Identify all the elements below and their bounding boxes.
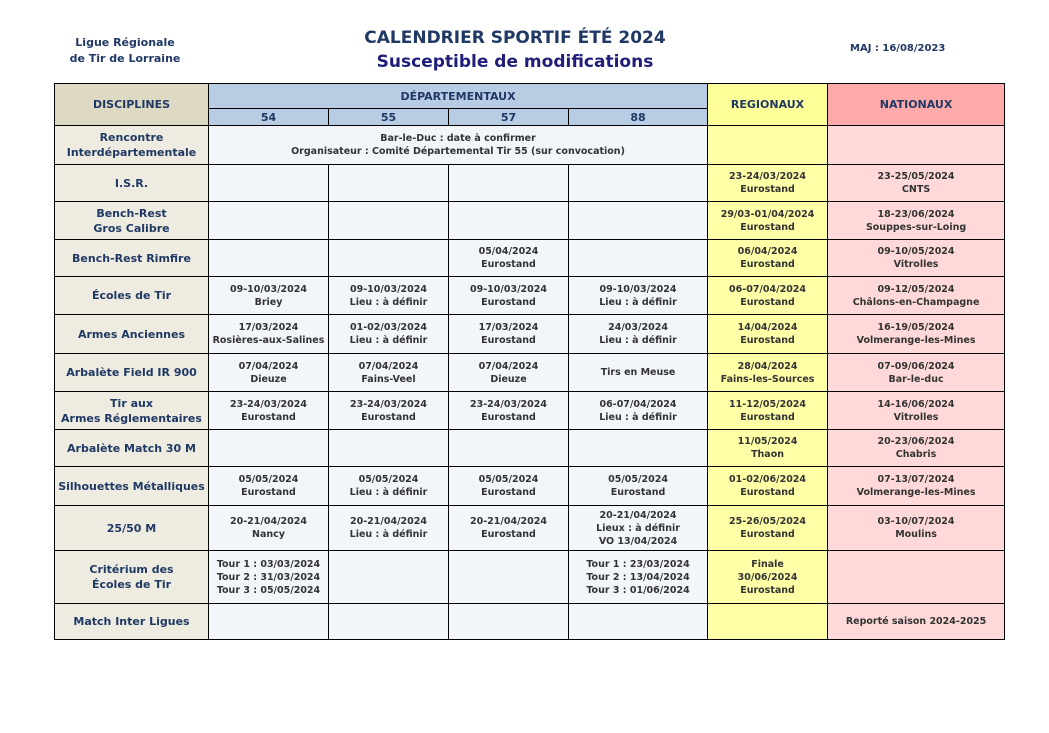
discipline-line: I.S.R. <box>114 176 149 190</box>
cell-line: 09-10/05/2024 <box>877 246 955 257</box>
dept-54-cell <box>209 202 329 240</box>
cell-line: 07/04/2024 <box>478 360 539 372</box>
regional-cell <box>708 604 828 640</box>
header-dept-57: 57 <box>449 109 569 126</box>
cell-line: Finale <box>751 558 784 570</box>
dept-54-cell <box>209 467 329 506</box>
cell-line: Bar-le-duc <box>888 373 944 385</box>
page-title <box>300 26 730 74</box>
dept-55-cell <box>329 315 449 354</box>
cell-line: 01-02/03/2024 <box>350 322 427 333</box>
cell-line: 05/04/2024 <box>478 246 539 257</box>
dept-54-cell <box>209 392 329 430</box>
cell-line: Châlons-en-Champagne <box>852 296 980 308</box>
dept-57-cell <box>449 315 569 354</box>
discipline-cell <box>55 506 209 551</box>
dept-57-cell <box>449 202 569 240</box>
discipline-line: Bench-Rest Rimfire <box>72 251 191 265</box>
cell-line: Eurostand <box>740 487 795 498</box>
table-row <box>55 165 1005 202</box>
table-row <box>55 430 1005 467</box>
cell-line: Reporté saison 2024-2025 <box>845 616 987 627</box>
national-cell <box>828 277 1005 315</box>
cell-line: 30/06/2024 <box>737 571 798 583</box>
cell-line: Eurostand <box>481 335 536 346</box>
dept-88-cell <box>569 430 708 467</box>
cell-line: Nancy <box>252 529 285 540</box>
dept-88-cell <box>569 202 708 240</box>
cell-line: 05/05/2024 <box>608 474 668 485</box>
dept-55-cell <box>329 467 449 506</box>
header-nationaux: NATIONAUX <box>828 84 1005 126</box>
discipline-line: Armes Réglementaires <box>61 411 202 425</box>
dept-54-cell <box>209 315 329 354</box>
dept-55-cell <box>329 202 449 240</box>
cell-line: Lieu : à définir <box>599 411 677 423</box>
cell-line: 06-07/04/2024 <box>599 398 677 410</box>
cell-line: Eurostand <box>241 487 296 498</box>
cell-line: 23-24/03/2024 <box>470 398 547 410</box>
discipline-cell <box>55 430 209 467</box>
cell-line: 07/04/2024 <box>358 360 419 372</box>
national-cell <box>828 392 1005 430</box>
dept-55-cell <box>329 240 449 277</box>
dept-88-cell <box>569 506 708 551</box>
discipline-line: Match Inter Ligues <box>73 615 190 628</box>
discipline-cell <box>55 467 209 506</box>
discipline-line: 25/50 M <box>106 521 157 535</box>
discipline-cell <box>55 315 209 354</box>
table-row <box>55 277 1005 315</box>
dept-88-cell <box>569 604 708 640</box>
discipline-line: Silhouettes Métalliques <box>58 479 205 493</box>
regional-cell <box>708 392 828 430</box>
discipline-line: Gros Calibre <box>93 221 170 235</box>
cell-line: Rosières-aux-Salines <box>212 335 325 346</box>
table-row <box>55 354 1005 392</box>
cell-line: Eurostand <box>481 529 536 540</box>
dept-57-cell <box>449 467 569 506</box>
cell-line: Eurostand <box>740 411 795 423</box>
discipline-cell <box>55 202 209 240</box>
cell-line: 09-10/03/2024 <box>350 283 427 295</box>
cell-line: Eurostand <box>740 296 795 308</box>
title-main: CALENDRIER SPORTIF ÉTÉ 2024 <box>364 28 666 48</box>
table-row <box>55 551 1005 604</box>
cell-line: Fains-les-Sources <box>720 373 815 385</box>
cell-line: Tour 3 : 01/06/2024 <box>586 584 690 596</box>
cell-line: Fains-Veel <box>361 373 416 385</box>
national-cell <box>828 506 1005 551</box>
organization-name <box>60 35 190 67</box>
org-line-1: Ligue Régionale <box>75 36 175 49</box>
dept-55-cell <box>329 165 449 202</box>
dept-54-cell <box>209 506 329 551</box>
cell-line: Moulins <box>895 529 937 540</box>
cell-line: Volmerange-les-Mines <box>856 487 976 498</box>
cell-line: 29/03-01/04/2024 <box>720 208 815 220</box>
cell-line: 24/03/2024 <box>608 322 668 333</box>
dept-88-cell <box>569 354 708 392</box>
dept-57-cell <box>449 240 569 277</box>
dept-57-cell <box>449 604 569 640</box>
dept-57-cell <box>449 277 569 315</box>
cell-line: 03-10/07/2024 <box>877 516 955 527</box>
national-cell <box>828 165 1005 202</box>
header-disciplines: DISCIPLINES <box>55 84 209 126</box>
header-dept-55: 55 <box>329 109 449 126</box>
national-cell <box>828 467 1005 506</box>
cell-line: Souppes-sur-Loing <box>865 221 967 233</box>
dept-88-cell <box>569 392 708 430</box>
dept-88-cell <box>569 315 708 354</box>
cell-line: 09-10/03/2024 <box>470 283 547 295</box>
cell-line: 11/05/2024 <box>737 436 798 447</box>
table-row <box>55 506 1005 551</box>
cell-line: Eurostand <box>361 411 416 423</box>
cell-line: Briey <box>254 296 283 308</box>
cell-line: Tirs en Meuse <box>600 367 676 378</box>
header-dept-88: 88 <box>569 109 708 126</box>
cell-line: 23-24/03/2024 <box>230 398 307 410</box>
discipline-line: Armes Anciennes <box>77 327 185 341</box>
regional-cell <box>708 354 828 392</box>
rencontre-merged-cell <box>209 126 708 165</box>
dept-57-cell <box>449 506 569 551</box>
regional-cell <box>708 202 828 240</box>
cell-line: Eurostand <box>481 296 536 308</box>
cell-line: 06/04/2024 <box>737 246 798 257</box>
cell-line: Eurostand <box>740 221 795 233</box>
org-line-2: de Tir de Lorraine <box>69 52 181 65</box>
cell-line: Eurostand <box>610 487 666 498</box>
cell-line: Eurostand <box>740 184 795 195</box>
cell-line: Eurostand <box>481 487 536 498</box>
rencontre-line-2: Organisateur : Comité Départemental Tir 55 (sur convocation) <box>291 146 625 157</box>
cell-line: Vitrolles <box>893 259 939 270</box>
cell-line: 09-12/05/2024 <box>877 283 955 295</box>
cell-line: CNTS <box>901 184 931 195</box>
cell-line: 25-26/05/2024 <box>729 516 807 527</box>
discipline-cell <box>55 240 209 277</box>
regional-cell <box>708 277 828 315</box>
regional-cell <box>708 315 828 354</box>
national-cell <box>828 604 1005 640</box>
cell-line: 17/03/2024 <box>478 322 539 333</box>
cell-line: 09-10/03/2024 <box>599 283 677 295</box>
dept-55-cell <box>329 392 449 430</box>
discipline-cell <box>55 604 209 640</box>
cell-line: Volmerange-les-Mines <box>856 335 976 346</box>
dept-54-cell <box>209 551 329 604</box>
cell-line: 20-21/04/2024 <box>599 509 677 521</box>
dept-54-cell <box>209 354 329 392</box>
cell-line: Lieu : à définir <box>349 487 428 498</box>
dept-55-cell <box>329 604 449 640</box>
dept-88-cell <box>569 165 708 202</box>
cell-line: 18-23/06/2024 <box>877 208 955 220</box>
national-cell <box>828 240 1005 277</box>
table-row <box>55 240 1005 277</box>
cell-line: 28/04/2024 <box>737 360 798 372</box>
regional-cell <box>708 506 828 551</box>
dept-54-cell <box>209 277 329 315</box>
national-cell <box>828 202 1005 240</box>
cell-line: Tour 1 : 03/03/2024 <box>216 558 321 570</box>
table-row <box>55 202 1005 240</box>
cell-line: 07-13/07/2024 <box>877 474 955 485</box>
cell-line: 07-09/06/2024 <box>877 360 955 372</box>
dept-57-cell <box>449 392 569 430</box>
cell-line: Vitrolles <box>893 411 939 423</box>
regional-cell <box>708 240 828 277</box>
cell-line: Lieux : à définir <box>596 522 680 534</box>
dept-55-cell <box>329 277 449 315</box>
cell-line: 01-02/06/2024 <box>729 474 807 485</box>
cell-line: 20-21/04/2024 <box>470 516 547 527</box>
discipline-line: Critérium des <box>89 563 174 576</box>
cell-line: Lieu : à définir <box>349 335 428 346</box>
cell-line: Eurostand <box>740 529 795 540</box>
update-date: MAJ : 16/08/2023 <box>850 43 946 54</box>
regional-cell <box>708 551 828 604</box>
cell-line: 14-16/06/2024 <box>877 398 955 410</box>
discipline-cell <box>55 126 209 165</box>
cell-line: Tour 2 : 31/03/2024 <box>216 571 321 583</box>
cell-line: 05/05/2024 <box>238 474 299 485</box>
cell-line: 23-24/03/2024 <box>729 171 807 182</box>
cell-line: Eurostand <box>740 259 795 270</box>
discipline-line: Tir aux <box>110 396 153 410</box>
cell-line: VO 13/04/2024 <box>598 535 678 547</box>
regional-cell <box>708 126 828 165</box>
table-row-rencontre <box>55 126 1005 165</box>
cell-line: 23-25/05/2024 <box>877 171 955 182</box>
cell-line: Tour 1 : 23/03/2024 <box>586 558 690 570</box>
cell-line: Lieu : à définir <box>349 529 428 540</box>
dept-57-cell <box>449 430 569 467</box>
cell-line: 20-21/04/2024 <box>230 516 307 527</box>
cell-line: Lieu : à définir <box>599 335 677 346</box>
discipline-line: Écoles de Tir <box>91 578 172 591</box>
header-departementaux: DÉPARTEMENTAUX <box>209 84 708 109</box>
table-row <box>55 392 1005 430</box>
cell-line: 20-23/06/2024 <box>877 436 955 447</box>
header-dept-54: 54 <box>209 109 329 126</box>
cell-line: 17/03/2024 <box>238 322 299 333</box>
national-cell <box>828 315 1005 354</box>
cell-line: Eurostand <box>241 411 296 423</box>
dept-54-cell <box>209 165 329 202</box>
dept-57-cell <box>449 165 569 202</box>
national-cell <box>828 430 1005 467</box>
cell-line: 09-10/03/2024 <box>230 283 307 295</box>
cell-line: 20-21/04/2024 <box>350 516 427 527</box>
discipline-line: Rencontre <box>99 131 164 144</box>
dept-88-cell <box>569 467 708 506</box>
national-cell <box>828 354 1005 392</box>
calendar-table <box>54 83 1005 640</box>
dept-55-cell <box>329 430 449 467</box>
rencontre-line-1: Bar-le-Duc : date à confirmer <box>380 133 536 144</box>
discipline-line: Arbalète Match 30 M <box>67 441 196 455</box>
cell-line: 05/05/2024 <box>478 474 539 485</box>
discipline-cell <box>55 277 209 315</box>
dept-54-cell <box>209 604 329 640</box>
discipline-cell <box>55 354 209 392</box>
discipline-line: Interdépartementale <box>66 146 197 159</box>
dept-54-cell <box>209 430 329 467</box>
dept-57-cell <box>449 354 569 392</box>
cell-line: Eurostand <box>740 584 795 596</box>
cell-line: Tour 3 : 05/05/2024 <box>216 584 321 596</box>
cell-line: Dieuze <box>490 373 527 385</box>
cell-line: 16-19/05/2024 <box>877 322 955 333</box>
national-cell <box>828 551 1005 604</box>
cell-line: 23-24/03/2024 <box>350 398 427 410</box>
cell-line: Chabris <box>895 449 937 460</box>
cell-line: Thaon <box>751 449 785 460</box>
discipline-line: Arbalète Field IR 900 <box>66 366 197 379</box>
discipline-cell <box>55 551 209 604</box>
table-row <box>55 315 1005 354</box>
regional-cell <box>708 430 828 467</box>
discipline-line: Écoles de Tir <box>91 289 172 302</box>
cell-line: Dieuze <box>250 373 287 385</box>
dept-55-cell <box>329 506 449 551</box>
discipline-cell <box>55 165 209 202</box>
cell-line: Tour 2 : 13/04/2024 <box>586 571 690 583</box>
dept-55-cell <box>329 551 449 604</box>
table-row <box>55 604 1005 640</box>
title-subtitle: Susceptible de modifications <box>376 52 654 72</box>
dept-57-cell <box>449 551 569 604</box>
dept-88-cell <box>569 240 708 277</box>
cell-line: 05/05/2024 <box>358 474 419 485</box>
cell-line: Lieu : à définir <box>599 296 677 308</box>
cell-line: Eurostand <box>481 411 536 423</box>
national-cell <box>828 126 1005 165</box>
dept-88-cell <box>569 277 708 315</box>
cell-line: 14/04/2024 <box>737 322 798 333</box>
cell-line: Lieu : à définir <box>349 296 428 308</box>
dept-54-cell <box>209 240 329 277</box>
table-row <box>55 467 1005 506</box>
dept-55-cell <box>329 354 449 392</box>
cell-line: 07/04/2024 <box>238 360 299 372</box>
discipline-cell <box>55 392 209 430</box>
discipline-line: Bench-Rest <box>96 206 167 220</box>
cell-line: Eurostand <box>740 335 795 346</box>
dept-88-cell <box>569 551 708 604</box>
header-regionaux: REGIONAUX <box>708 84 828 126</box>
cell-line: Eurostand <box>481 259 536 270</box>
regional-cell <box>708 467 828 506</box>
regional-cell <box>708 165 828 202</box>
cell-line: 11-12/05/2024 <box>729 398 807 410</box>
cell-line: 06-07/04/2024 <box>729 283 807 295</box>
